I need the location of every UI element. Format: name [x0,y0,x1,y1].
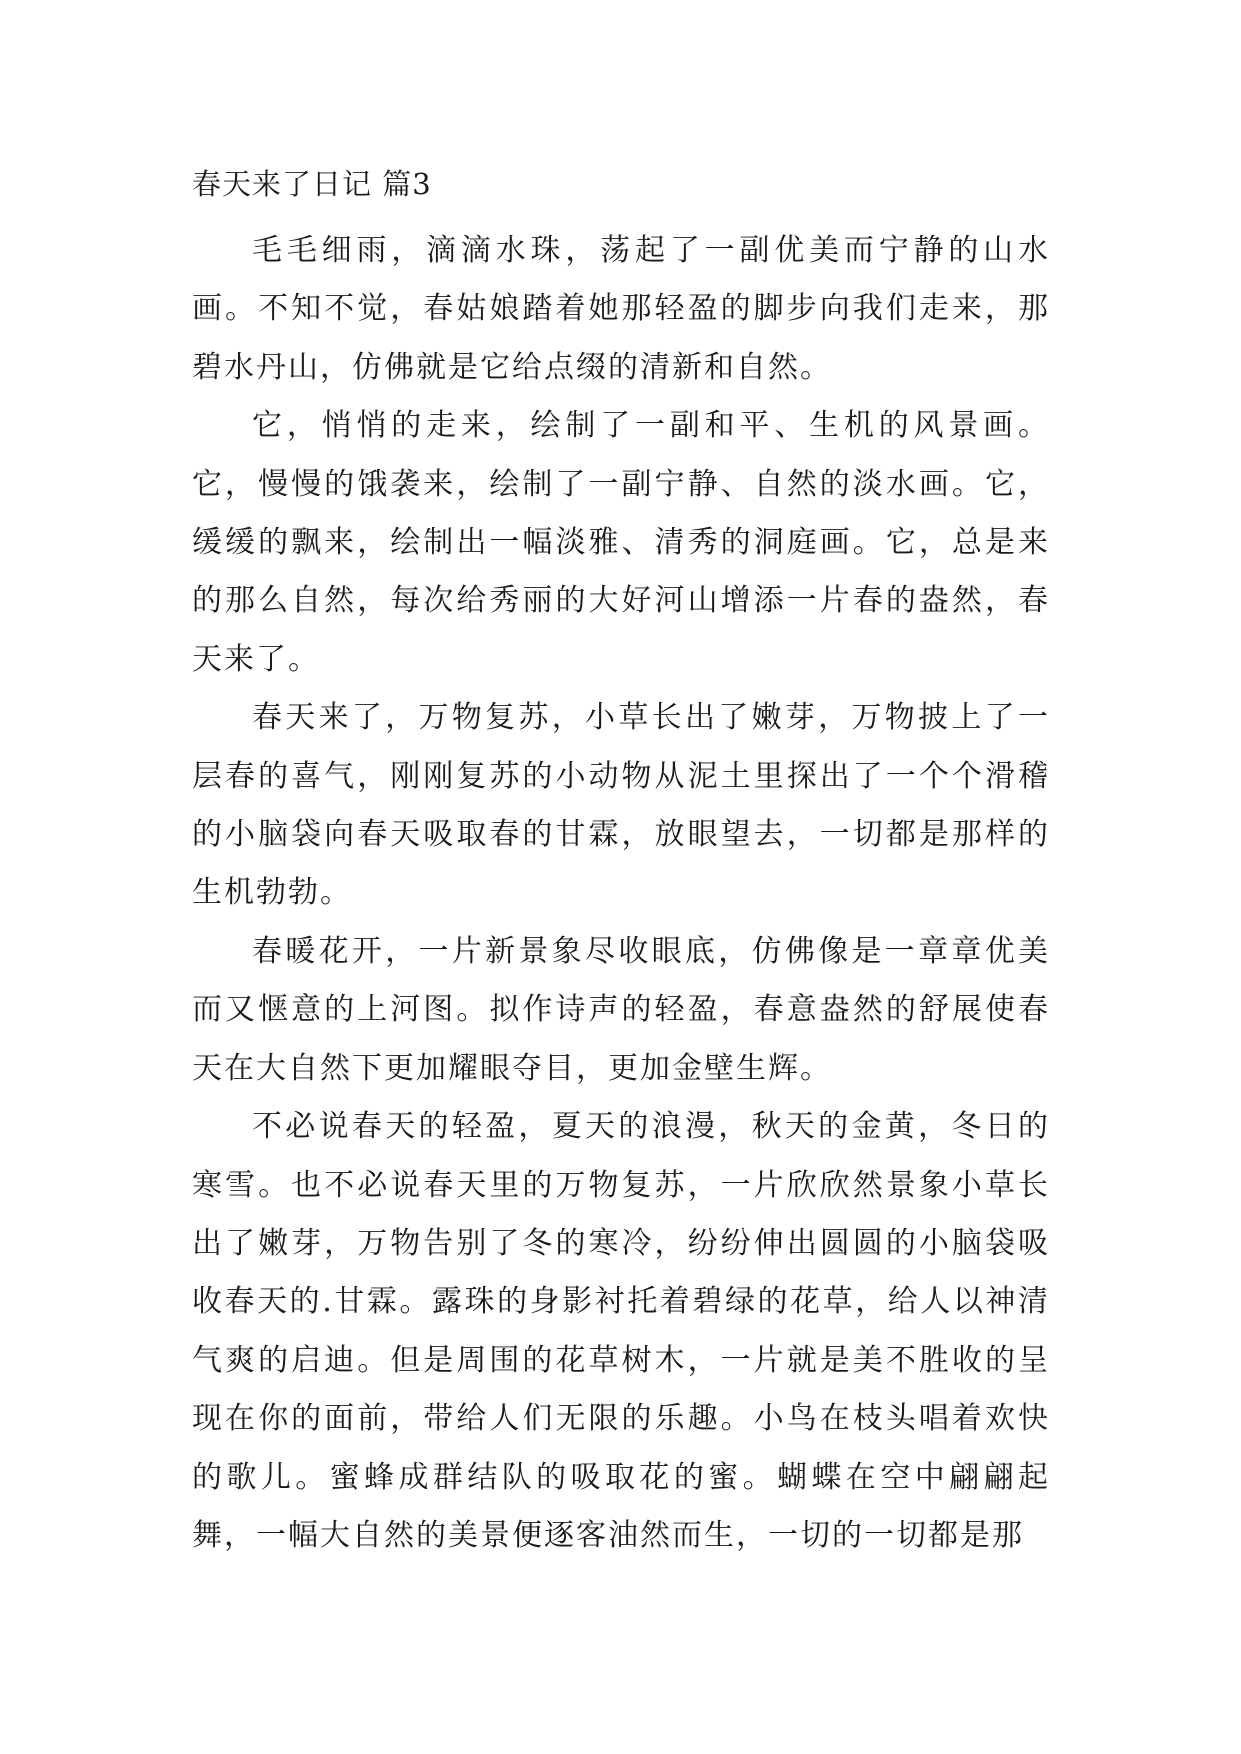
paragraph-4: 春暖花开，一片新景象尽收眼底，仿佛像是一章章优美而又惬意的上河图。拟作诗声的轻盈，春意盎然的舒展使春天在大自然下更加耀眼夺目，更加金壁生辉。 [192,933,1050,1086]
paragraph-2: 它，悄悄的走来，绘制了一副和平、生机的风景画。它，慢慢的饿袭来，绘制了一副宁静、自然的淡水画。它，缓缓的飘来，绘制出一幅淡雅、清秀的洞庭画。它，总是来的那么自然，每次给秀丽的大好河山增添一片春的盎然，春天来了。 [192,408,1050,677]
document-body [192,222,1050,1565]
document-title: 春天来了日记 篇3 [192,167,432,201]
paragraph-3: 春天来了，万物复苏，小草长出了嫩芽，万物披上了一层春的喜气，刚刚复苏的小动物从泥土里探出了一个个滑稽的小脑袋向春天吸取春的甘霖，放眼望去，一切都是那样的生机勃勃。 [192,700,1050,911]
paragraph-5: 不必说春天的轻盈，夏天的浪漫，秋天的金黄，冬日的寒雪。也不必说春天里的万物复苏，一片欣欣然景象小草长出了嫩芽，万物告别了冬的寒冷，纷纷伸出圆圆的小脑袋吸收春天的.甘霖。露珠的身影衬托着碧绿的花草，给人以神清气爽的启迪。但是周围的花草树木，一片就是美不胜收的呈现在你的面前，带给人们无限的乐趣。小鸟在枝头唱着欢快的歌儿。蜜蜂成群结队的吸取花的蜜。蝴蝶在空中翩翩起舞，一幅大自然的美景便逐客油然而生，一切的一切都是那 [192,1109,1050,1553]
paragraph-1: 毛毛细雨，滴滴水珠，荡起了一副优美而宁静的山水画。不知不觉，春姑娘踏着她那轻盈的脚步向我们走来，那碧水丹山，仿佛就是它给点缀的清新和自然。 [192,233,1050,385]
